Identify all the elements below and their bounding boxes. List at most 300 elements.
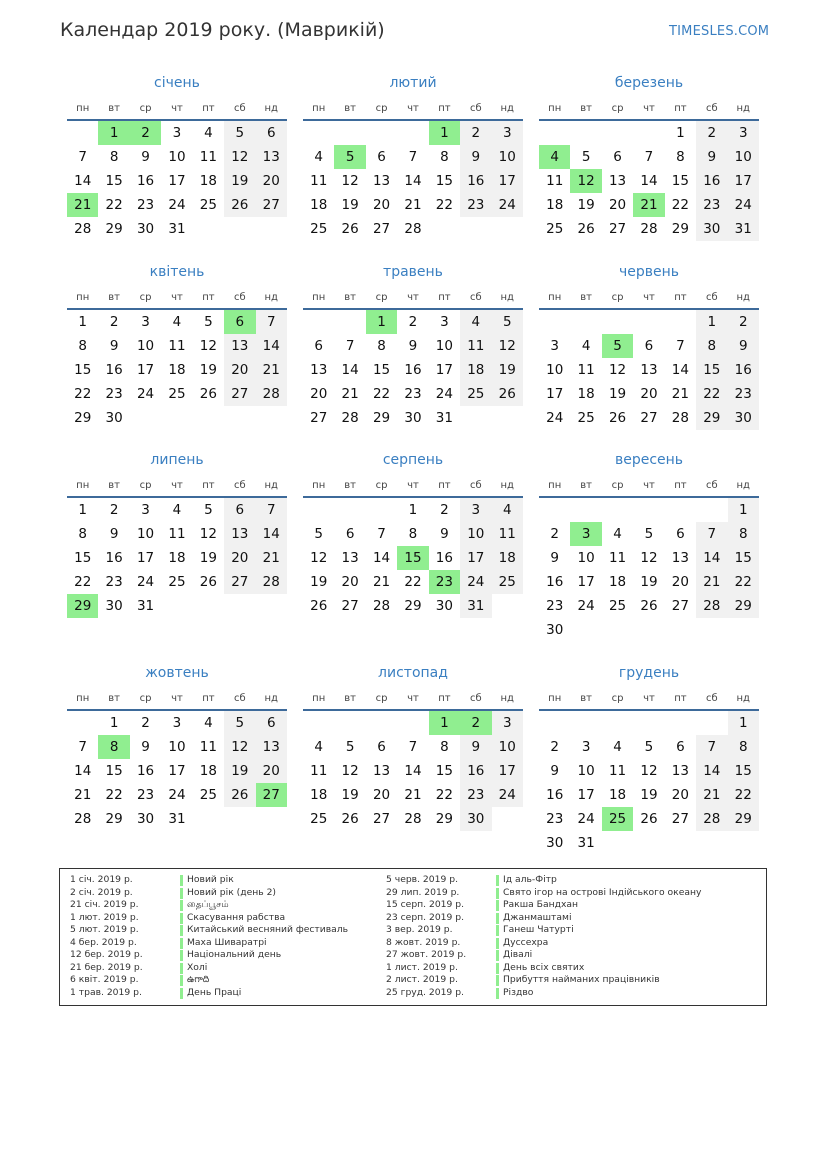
day-cell: 26	[341, 221, 359, 237]
day-cell: 6	[377, 739, 386, 755]
holiday-day: 2	[130, 121, 161, 145]
day-cell: 6	[256, 711, 287, 735]
empty-cell	[602, 498, 633, 522]
legend-holiday-name: Джанмаштамі	[503, 911, 572, 923]
legend-holiday-name: ఉగాది	[187, 974, 210, 985]
weekday-label: сб	[705, 692, 718, 704]
day-cell: 24	[492, 783, 523, 807]
day-cell: 1	[696, 310, 727, 334]
day-cell: 15	[372, 362, 391, 378]
day-cell: 21	[256, 546, 287, 570]
day-cell: 13	[224, 334, 255, 358]
holiday-day: 27	[256, 783, 287, 807]
empty-cell	[334, 498, 365, 522]
day-cell: 10	[168, 149, 186, 165]
empty-cell	[303, 498, 334, 522]
weekday-label: чт	[643, 291, 655, 303]
day-cell: 23	[728, 382, 759, 406]
weekday-label: вт	[344, 692, 356, 704]
day-cell: 29	[435, 811, 453, 827]
day-cell: 16	[728, 358, 759, 382]
legend-date: 4 бер. 2019 р.	[70, 936, 137, 948]
weekday-label: чт	[643, 479, 655, 491]
day-cell: 1	[408, 502, 418, 518]
day-cell: 24	[168, 197, 186, 213]
day-cell: 14	[640, 173, 658, 189]
weekday-label: ср	[139, 291, 152, 303]
holiday-day: 3	[570, 522, 601, 546]
day-cell: 11	[168, 526, 186, 542]
legend-holiday-name: Ід аль-Фітр	[503, 874, 557, 885]
legend-holiday-name: День всіх святих	[503, 961, 585, 973]
day-cell: 19	[608, 386, 627, 402]
empty-cell	[570, 121, 601, 145]
legend-color-marker	[180, 888, 183, 899]
site-link[interactable]: TIMESLES.COM	[669, 24, 770, 39]
day-cell: 22	[435, 197, 453, 213]
day-cell: 7	[408, 739, 418, 755]
month-block	[303, 261, 523, 430]
day-cell: 8	[440, 149, 449, 165]
day-cell: 2	[141, 715, 150, 731]
day-cell: 11	[199, 149, 217, 165]
month-name: листопад	[378, 665, 448, 681]
weekday-label: сб	[469, 479, 482, 491]
weekday-label: пн	[76, 479, 90, 491]
day-cell: 31	[460, 594, 491, 618]
weekday-label: пн	[548, 479, 562, 491]
day-cell: 16	[105, 550, 123, 566]
day-cell: 24	[728, 193, 759, 217]
legend-row	[70, 962, 348, 975]
weekday-label: вт	[108, 479, 120, 491]
month-block	[67, 261, 287, 430]
day-cell: 20	[341, 574, 359, 590]
day-cell: 7	[696, 522, 727, 546]
legend-color-marker	[180, 925, 183, 936]
day-cell: 10	[492, 145, 523, 169]
day-cell: 27	[608, 221, 627, 237]
day-cell: 17	[728, 169, 759, 193]
day-cell: 18	[608, 574, 627, 590]
day-cell: 22	[74, 574, 92, 590]
day-cell: 22	[728, 783, 759, 807]
day-cell: 18	[199, 173, 217, 189]
day-cell: 2	[440, 502, 449, 518]
month-name: вересень	[614, 452, 684, 468]
day-cell: 7	[676, 338, 685, 354]
legend-holiday-name: Новий рік	[187, 874, 234, 885]
day-cell: 18	[492, 546, 523, 570]
legend-row	[386, 949, 701, 962]
day-cell: 31	[168, 221, 186, 237]
empty-cell	[633, 121, 664, 145]
day-cell: 17	[136, 550, 155, 566]
day-cell: 13	[372, 763, 391, 779]
month-name: січень	[154, 75, 200, 91]
day-cell: 17	[577, 787, 595, 803]
legend-date: 23 серп. 2019 р.	[386, 911, 465, 923]
day-cell: 16	[404, 362, 422, 378]
empty-cell	[397, 121, 428, 145]
day-cell: 15	[696, 358, 727, 382]
day-cell: 3	[460, 498, 491, 522]
day-cell: 6	[224, 498, 255, 522]
day-cell: 4	[581, 338, 591, 354]
weekday-label: пн	[76, 291, 90, 303]
month-name: квітень	[149, 264, 205, 280]
day-cell: 28	[74, 811, 92, 827]
day-cell: 21	[256, 358, 287, 382]
day-cell: 26	[224, 783, 255, 807]
day-cell: 31	[435, 410, 453, 426]
legend-color-marker	[496, 888, 499, 899]
empty-cell	[602, 310, 633, 334]
weekday-label: вт	[344, 291, 356, 303]
day-cell: 16	[460, 169, 491, 193]
day-cell: 19	[577, 197, 595, 213]
day-cell: 17	[577, 574, 595, 590]
day-cell: 15	[728, 759, 759, 783]
day-cell: 20	[372, 787, 391, 803]
legend-color-marker	[496, 988, 499, 999]
legend-row	[386, 987, 701, 1000]
day-grid	[67, 121, 287, 241]
day-cell: 28	[640, 221, 658, 237]
day-cell: 6	[644, 338, 654, 354]
day-cell: 2	[408, 314, 418, 330]
day-grid	[67, 498, 287, 618]
day-cell: 19	[310, 574, 328, 590]
month-name: травень	[383, 264, 443, 280]
day-cell: 14	[256, 334, 287, 358]
legend-holiday-name: Маха Шиваратрі	[187, 936, 267, 948]
day-grid	[539, 711, 759, 855]
weekday-label: ср	[375, 479, 388, 491]
day-cell: 8	[408, 526, 418, 542]
day-cell: 21	[372, 574, 391, 590]
day-cell: 15	[105, 173, 123, 189]
day-cell: 13	[372, 173, 391, 189]
day-cell: 29	[404, 598, 422, 614]
day-cell: 11	[168, 338, 186, 354]
weekday-label: нд	[264, 291, 278, 303]
weekday-label: пт	[674, 692, 687, 704]
legend-date: 25 груд. 2019 р.	[386, 986, 464, 998]
day-cell: 16	[546, 574, 564, 590]
day-cell: 5	[314, 526, 323, 542]
empty-cell	[570, 498, 601, 522]
day-cell: 25	[168, 574, 186, 590]
month-block	[539, 449, 759, 642]
weekday-label: пт	[674, 291, 687, 303]
empty-cell	[539, 711, 570, 735]
day-cell: 30	[696, 217, 727, 241]
day-cell: 4	[204, 125, 213, 141]
weekday-label: вт	[580, 479, 592, 491]
day-cell: 2	[550, 739, 559, 755]
day-cell: 1	[728, 711, 759, 735]
day-cell: 14	[372, 550, 391, 566]
empty-cell	[570, 310, 601, 334]
weekday-header	[67, 475, 287, 495]
day-cell: 17	[546, 386, 564, 402]
day-cell: 13	[256, 735, 287, 759]
day-cell: 7	[256, 498, 287, 522]
weekday-label: сб	[705, 102, 718, 114]
day-cell: 28	[404, 221, 422, 237]
day-cell: 28	[256, 382, 287, 406]
day-cell: 1	[78, 502, 87, 518]
weekday-label: вт	[108, 692, 120, 704]
day-cell: 25	[199, 787, 217, 803]
day-cell: 7	[78, 739, 87, 755]
day-cell: 13	[256, 145, 287, 169]
day-cell: 12	[640, 763, 658, 779]
day-cell: 3	[492, 711, 523, 735]
day-cell: 20	[372, 197, 391, 213]
weekday-header	[539, 475, 759, 495]
day-cell: 5	[345, 739, 355, 755]
legend-row	[386, 962, 701, 975]
legend-date: 1 лют. 2019 р.	[70, 911, 139, 923]
day-cell: 19	[224, 759, 255, 783]
empty-cell	[570, 711, 601, 735]
day-cell: 20	[224, 358, 255, 382]
day-cell: 28	[671, 410, 689, 426]
day-cell: 20	[224, 546, 255, 570]
day-cell: 21	[74, 787, 92, 803]
day-cell: 23	[136, 197, 155, 213]
holiday-day: 2	[460, 711, 491, 735]
day-cell: 15	[435, 173, 453, 189]
day-cell: 22	[671, 197, 689, 213]
day-cell: 2	[109, 502, 119, 518]
legend-holiday-name: Холі	[187, 961, 208, 973]
weekday-label: чт	[171, 692, 183, 704]
empty-cell	[397, 711, 428, 735]
empty-cell	[539, 121, 570, 145]
day-cell: 19	[492, 358, 523, 382]
weekday-label: вт	[344, 479, 356, 491]
weekday-label: ср	[139, 102, 152, 114]
legend-holiday-name: День Праці	[187, 986, 242, 998]
day-cell: 16	[460, 759, 491, 783]
day-cell: 27	[640, 410, 658, 426]
empty-cell	[665, 711, 696, 735]
day-cell: 12	[608, 362, 627, 378]
day-cell: 8	[676, 149, 685, 165]
weekday-label: пн	[548, 692, 562, 704]
day-cell: 3	[172, 715, 182, 731]
day-cell: 23	[105, 386, 123, 402]
weekday-header	[539, 688, 759, 708]
day-cell: 22	[372, 386, 391, 402]
day-cell: 29	[372, 410, 391, 426]
day-cell: 3	[172, 125, 182, 141]
day-cell: 1	[109, 715, 119, 731]
day-cell: 20	[640, 386, 658, 402]
day-cell: 24	[492, 193, 523, 217]
legend-row	[70, 937, 348, 950]
day-cell: 25	[310, 811, 328, 827]
empty-cell	[303, 310, 334, 334]
day-cell: 14	[696, 546, 727, 570]
day-cell: 24	[546, 410, 564, 426]
day-cell: 8	[377, 338, 386, 354]
weekday-header	[67, 688, 287, 708]
day-cell: 22	[728, 570, 759, 594]
legend-date: 8 жовт. 2019 р.	[386, 936, 461, 948]
day-cell: 18	[199, 763, 217, 779]
legend-color-marker	[496, 925, 499, 936]
day-cell: 12	[199, 526, 217, 542]
weekday-label: чт	[171, 479, 183, 491]
day-cell: 6	[377, 149, 386, 165]
day-cell: 30	[546, 622, 564, 638]
legend-date: 15 серп. 2019 р.	[386, 899, 465, 910]
day-cell: 6	[345, 526, 355, 542]
day-cell: 4	[204, 715, 213, 731]
weekday-header	[539, 287, 759, 307]
weekday-label: вт	[580, 692, 592, 704]
day-cell: 7	[78, 149, 87, 165]
month-block	[67, 449, 287, 618]
day-cell: 28	[256, 570, 287, 594]
empty-cell	[696, 498, 727, 522]
weekday-label: пн	[548, 291, 562, 303]
month-name: березень	[614, 75, 684, 91]
day-cell: 27	[671, 598, 689, 614]
day-cell: 12	[224, 735, 255, 759]
day-cell: 11	[199, 739, 217, 755]
month-block	[303, 449, 523, 618]
day-cell: 27	[256, 193, 287, 217]
day-cell: 10	[546, 362, 564, 378]
day-cell: 16	[105, 362, 123, 378]
day-grid	[303, 498, 523, 618]
day-cell: 14	[74, 763, 92, 779]
day-cell: 24	[136, 574, 155, 590]
empty-cell	[665, 310, 696, 334]
weekday-label: сб	[233, 102, 246, 114]
weekday-label: вт	[580, 102, 592, 114]
weekday-label: сб	[233, 291, 246, 303]
day-cell: 2	[550, 526, 559, 542]
day-cell: 26	[341, 811, 359, 827]
legend-color-marker	[180, 900, 183, 911]
day-cell: 10	[492, 735, 523, 759]
day-cell: 26	[310, 598, 328, 614]
weekday-label: вт	[344, 102, 356, 114]
day-cell: 21	[404, 197, 422, 213]
day-cell: 22	[105, 197, 123, 213]
empty-cell	[303, 121, 334, 145]
holiday-day: 8	[98, 735, 129, 759]
day-cell: 5	[224, 121, 255, 145]
weekday-label: пт	[438, 291, 451, 303]
weekday-label: ср	[611, 291, 624, 303]
day-cell: 14	[404, 173, 422, 189]
day-cell: 15	[105, 763, 123, 779]
weekday-label: ср	[375, 291, 388, 303]
legend-row	[386, 887, 701, 900]
legend-holiday-name: Ракша Бандхан	[503, 899, 579, 910]
day-cell: 12	[640, 550, 658, 566]
weekday-header	[539, 98, 759, 118]
legend-color-marker	[496, 900, 499, 911]
month-name: червень	[618, 264, 680, 280]
day-cell: 10	[577, 763, 595, 779]
day-cell: 28	[696, 594, 727, 618]
day-cell: 9	[109, 526, 119, 542]
legend-row	[386, 937, 701, 950]
weekday-header	[303, 98, 523, 118]
day-cell: 13	[640, 362, 658, 378]
day-cell: 14	[404, 763, 422, 779]
weekday-label: пн	[76, 102, 90, 114]
day-grid	[539, 498, 759, 642]
weekday-label: чт	[171, 291, 183, 303]
day-cell: 26	[640, 811, 658, 827]
day-cell: 27	[341, 598, 359, 614]
day-cell: 10	[460, 522, 491, 546]
month-name: липень	[150, 452, 204, 468]
day-cell: 30	[728, 406, 759, 430]
day-cell: 4	[460, 310, 491, 334]
legend-date: 5 лют. 2019 р.	[70, 924, 139, 935]
day-cell: 20	[256, 759, 287, 783]
day-cell: 5	[644, 526, 654, 542]
weekday-label: нд	[500, 692, 514, 704]
day-cell: 8	[78, 526, 87, 542]
weekday-label: пт	[202, 102, 215, 114]
empty-cell	[665, 498, 696, 522]
holiday-day: 1	[429, 711, 460, 735]
day-cell: 6	[314, 338, 323, 354]
day-cell: 1	[78, 314, 87, 330]
day-grid	[539, 310, 759, 430]
day-cell: 9	[696, 145, 727, 169]
day-cell: 11	[608, 550, 627, 566]
day-cell: 19	[341, 787, 359, 803]
weekday-label: чт	[643, 102, 655, 114]
legend-color-marker	[180, 975, 183, 986]
day-cell: 3	[141, 314, 150, 330]
holiday-day: 23	[429, 570, 460, 594]
day-cell: 5	[492, 310, 523, 334]
legend-holiday-name: Дуссехра	[503, 936, 549, 948]
empty-cell	[633, 498, 664, 522]
weekday-label: нд	[500, 291, 514, 303]
weekday-label: сб	[233, 692, 246, 704]
day-cell: 16	[136, 173, 155, 189]
day-cell: 27	[224, 382, 255, 406]
legend-date: 29 лип. 2019 р.	[386, 886, 460, 898]
day-grid	[303, 711, 523, 831]
legend-color-marker	[180, 875, 183, 886]
day-cell: 6	[676, 739, 685, 755]
day-cell: 3	[550, 338, 559, 354]
weekday-label: нд	[500, 479, 514, 491]
weekday-label: чт	[643, 692, 655, 704]
legend-date: 5 черв. 2019 р.	[386, 874, 458, 885]
day-cell: 8	[109, 149, 119, 165]
legend-date: 1 січ. 2019 р.	[70, 874, 133, 885]
empty-cell	[366, 711, 397, 735]
day-cell: 11	[310, 763, 328, 779]
legend-holiday-name: Національний день	[187, 949, 282, 960]
